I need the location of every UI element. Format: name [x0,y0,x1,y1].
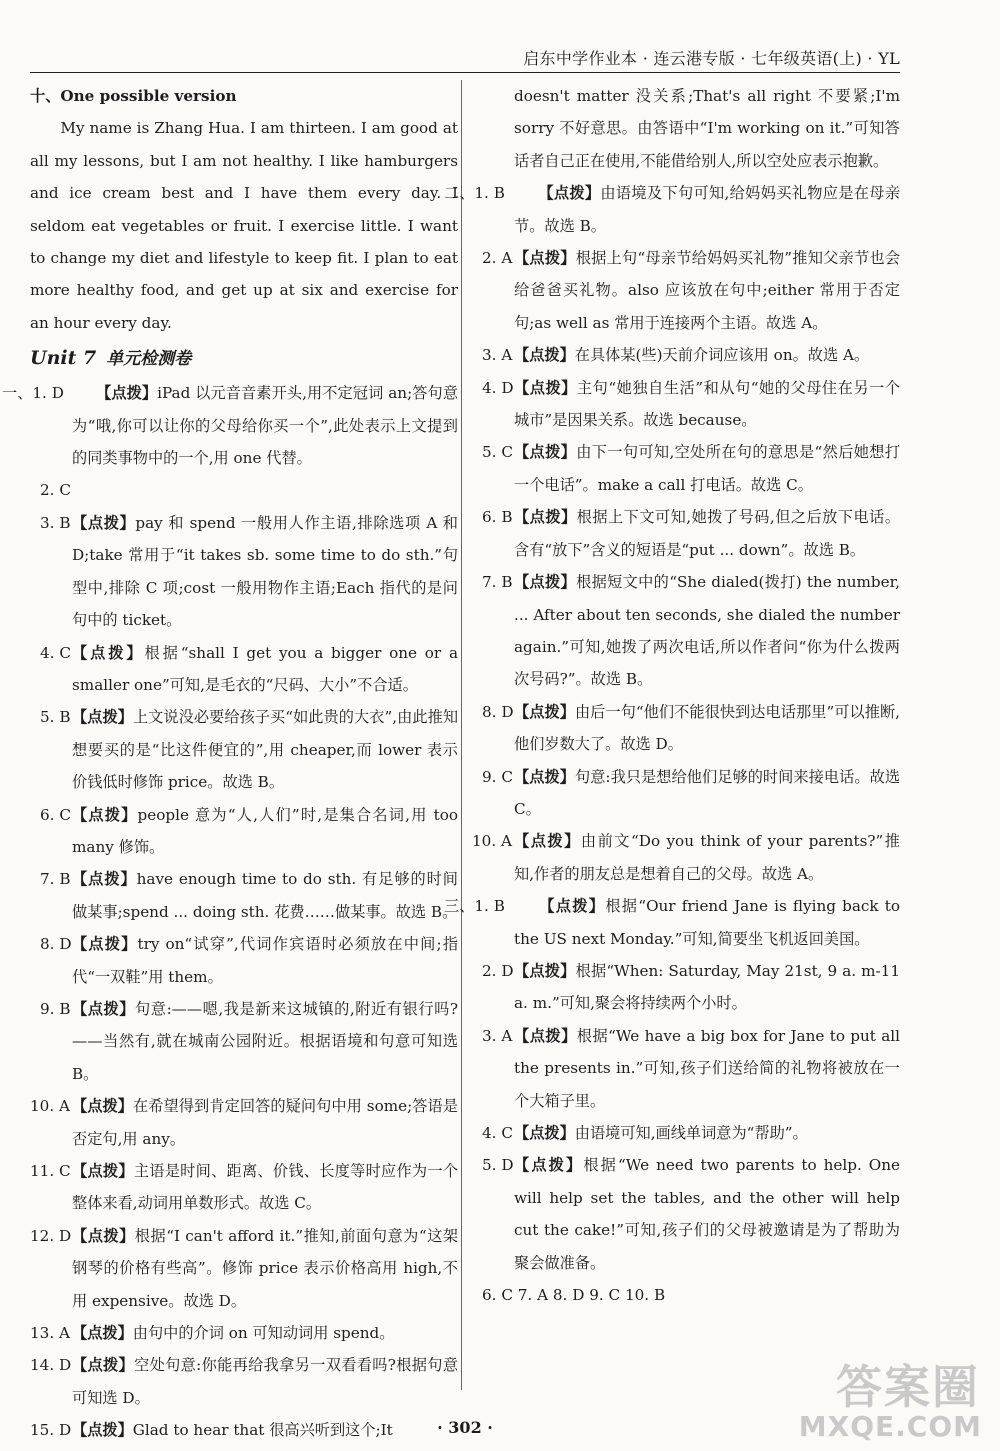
hint-tag: 【点拨】 [72,1162,134,1180]
hint-tag: 【点拨】 [514,1026,577,1045]
hint-tag: 【点拨】 [514,508,577,527]
answer-explanation: 根据“We have a big box for Jane to put all the presents in.”可知,孩子们送给简的礼物将被放在一个大箱子里。 [514,1026,900,1110]
hint-tag: 【点拨】 [72,643,145,662]
answer-explanation: Glad to hear that 很高兴听到这个;It [132,1421,393,1440]
answer-item [2,377,459,474]
answer-number: 7. B [40,870,71,889]
answer-explanation: people 意为“人,人们”时,是集合名词,用 too many 修饰。 [72,805,459,856]
answer-number: 2. A [482,249,513,268]
answer-item [472,825,900,890]
hint-tag: 【点拨】 [514,1124,575,1142]
hint-tag: 【点拨】 [72,1097,134,1116]
answer-number: 6. C [40,805,71,824]
hint-tag: 【点拨】 [72,999,136,1018]
hint-tag: 【点拨】 [514,961,576,980]
answer-number: 8. D [482,702,514,721]
answer-item [472,339,900,371]
answer-item [444,177,901,242]
answer-explanation: 由句中的介词 on 可知动词用 spend。 [132,1324,395,1343]
answer-number: 10. A [472,832,512,851]
answer-explanation: 主句“她独自生活”和从句“她的父母住在另一个城市”是因果关系。故选 because。 [514,378,901,430]
answer-item [30,1155,458,1220]
answer-number: 4. D [482,378,514,397]
answer-item [30,1090,458,1155]
answer-item [472,436,900,501]
hint-tag: 【点拨】 [538,897,606,916]
continued-explanation: doesn't matter 没关系;That's all right 不要紧;I'm sorry 不好意思。由答语中“I'm working on it.”可知答话者自己正在使用,不能借给别人,所以空处应表示抱歉。 [514,87,900,170]
answer-number: 3. A [482,1026,513,1045]
answer-explanation: 主语是时间、距离、价钱、长度等时应作为一个整体来看,动词用单数形式。故选 C。 [72,1162,459,1213]
answer-explanation: 句意:我只是想给他们足够的时间来接电话。故选 C。 [514,767,901,818]
answer-explanation: 由后一句“他们不能很快到达电话那里”可以推断,他们岁数大了。故选 D。 [514,702,901,754]
answer-explanation: 由前文“Do you think of your parents?”推知,作者的朋友总是想着自己的父母。故选 A。 [514,832,900,883]
hint-tag: 【点拨】 [514,249,576,268]
answer-number: 6. B [482,508,513,527]
header-title: 启东中学作业本 · 连云港专版 · 七年级英语(上) · YL [523,49,900,68]
answer-item [30,1220,458,1317]
answer-explanation: 在希望得到肯定回答的疑问句中用 some;答语是否定句,用 any。 [72,1097,458,1148]
answer-explanation: 由语境可知,画线单词意为“帮助”。 [574,1124,808,1142]
answer-item [472,501,900,566]
hint-tag: 【点拨】 [72,1226,135,1245]
answer-item [30,1349,458,1414]
answer-explanation: 根据“We need two parents to help. One will help set the tables, and the other will help cut the cake!”可知,孩子们的父母被邀请是为了帮助为聚会做准备。 [514,1156,901,1272]
answer-number: 4. C [482,1124,513,1142]
answer-item [472,696,900,761]
answer-item [472,242,900,339]
answer-explanation: 由语境及下句可知,给妈妈买礼物应是在母亲节。故选 B。 [514,184,901,235]
answer-explanation: 根据“When: Saturday, May 21st, 9 a. m-11 a. m.”可知,聚会将持续两个小时。 [514,961,901,1013]
answer-number: 5. B [40,708,71,727]
answer-item [444,890,900,955]
answer-number: 4. C [40,643,71,662]
unit-title: Unit 7 [30,347,97,370]
answer-item [472,1149,900,1279]
answer-explanation: have enough time to do sth. 有足够的时间做某事;spend ... doing sth. 花费……做某事。故选 B。 [72,870,458,921]
answer-explanation: 根据上下文可知,她拨了号码,但之后放下电话。含有“放下”含义的短语是“put ... down”。故选 B。 [514,508,901,559]
answer-explanation: 根据上句“母亲节给妈妈买礼物”推知父亲节也会给爸爸买礼物。also 应该放在句中;either 常用于否定句;as well as 常用于连接两个主语。故选 A。 [514,249,901,332]
answer-number: 一、1. D [2,384,64,403]
hint-tag: 【点拨】 [72,1356,135,1375]
hint-tag: 【点拨】 [72,805,138,824]
answer-item [472,1279,900,1311]
answer-number: 3. A [482,346,513,365]
answer-number: 14. D [30,1356,72,1375]
answer-item [30,863,458,928]
answer-number: 12. D [30,1226,72,1245]
answer-item [472,372,900,437]
hint-tag: 【点拨】 [514,443,577,462]
hint-tag: 【点拨】 [72,870,137,889]
answer-number: 2. D [482,961,514,980]
answer-item [30,701,458,798]
answer-item [472,566,900,696]
hint-tag: 【点拨】 [514,1156,584,1175]
hint-tag: 【点拨】 [514,832,581,851]
page-number: · 302 · [437,1418,493,1437]
hint-tag: 【点拨】 [72,513,136,532]
watermark-logo [798,1351,986,1443]
answer-number: 10. A [30,1097,70,1116]
answer-item [30,799,458,864]
watermark-cn: 答案圈 [836,1360,980,1414]
answer-number: 5. C [482,443,513,462]
answer-number: 11. C [30,1162,71,1180]
answer-explanation: 句意:——嗯,我是新来这城镇的,附近有银行吗?——当然有,就在城南公园附近。根据语境和句意可知选 B。 [72,999,458,1083]
answer-item [30,1317,458,1349]
essay-text: My name is Zhang Hua. I am thirteen. I am good at all my lessons, but I am not healthy. I like hamburgers and ice cream best and I have them every day. I seldom eat vegetables or fruit. I exercise little. I want to change my diet and lifestyle to keep fit. I plan to eat more healthy food, and get up at six and exercise for an hour every day. [30,119,458,332]
answer-explanation: 根据“I can't afford it.”推知,前面句意为“这架钢琴的价格有些高”。修饰 price 表示价格高用 high,不用 expensive。故选 D。 [72,1226,459,1310]
essay-title: 十、One possible version [30,87,237,105]
running-header [30,46,900,73]
hint-tag: 【点拨】 [514,573,577,592]
answer-explanation: 根据“Our friend Jane is flying back to the US next Monday.”可知,简要坐飞机返回美国。 [514,897,900,948]
answer-explanation: 根据短文中的“She dialed(拨打) the number, ... After about ten seconds, she dialed the number again.”可知,她拨了两次电话,所以作者问“你为什么拨两次号码?”。故选 B。 [514,573,900,689]
answer-explanation: iPad 以元音音素开头,用不定冠词 an;答句意为“哦,你可以让你的父母给你买一个”,此处表示上文提到的同类事物中的一个,用 one 代替。 [72,384,459,468]
answer-explanation: 上文说没必要给孩子买“如此贵的大衣”,由此推知想要买的是“比这件便宜的”,用 cheaper,而 lower 表示价钱低时修饰 price。故选 B。 [72,708,459,792]
answer-number: 15. D [30,1421,72,1440]
answer-explanation: pay 和 spend 一般用人作主语,排除选项 A 和 D;take 常用于“it takes sb. some time to do sth.”句型中,排除 C 项;cost 一般用物作主语;Each 指代的是问句中的 ticket。 [72,513,458,630]
hint-tag: 【点拨】 [514,702,575,721]
answer-number: 5. D [482,1156,514,1175]
answer-number: 8. D [40,935,72,954]
answer-item [30,474,458,506]
answer-number: 9. C [482,767,513,786]
hint-tag: 【点拨】 [72,935,138,954]
hint-tag: 【点拨】 [514,346,575,365]
hint-tag: 【点拨】 [72,708,133,727]
answer-number: 三、1. B [444,897,505,916]
hint-tag: 【点拨】 [72,1421,133,1440]
answer-item [472,761,900,826]
answer-explanation: 空处句意:你能再给我拿另一双看看吗?根据句意可知选 D。 [72,1356,459,1407]
answer-item [472,955,900,1020]
answer-number: 二、1. B [444,184,505,203]
hint-tag: 【点拨】 [514,378,577,397]
answer-number: 3. B [40,513,71,532]
answer-number: 2. C [40,481,71,500]
right-column [444,80,901,1311]
hint-tag: 【点拨】 [538,184,601,203]
left-column [2,80,459,1447]
watermark-en: MXQE.COM [798,1410,982,1443]
answer-item [30,507,458,637]
unit-subtitle: 单元检测卷 [106,349,192,370]
column-divider [461,80,462,1390]
answer-number: 13. A [30,1324,70,1343]
answer-explanation: 根据“shall I get you a bigger one or a smaller one”可知,是毛衣的“尺码、大小”不合适。 [72,643,458,694]
answer-item [472,1020,900,1117]
hint-tag: 【点拨】 [72,1324,133,1343]
hint-tag: 【点拨】 [96,384,158,403]
hint-tag: 【点拨】 [514,767,575,786]
answer-item [472,1117,900,1149]
answer-item [30,928,458,993]
unit-heading [30,341,458,376]
answer-explanation: 在具体某(些)天前介词应该用 on。故选 A。 [574,346,870,365]
answer-item [30,993,458,1090]
answer-number: 7. B [482,573,513,592]
answer-explanation: 由下一句可知,空处所在句的意思是“然后她想打一个电话”。make a call 打电话。故选 C。 [514,443,901,494]
answer-number: 9. B [40,999,71,1018]
answer-number: 6. C 7. A 8. D 9. C 10. B [482,1286,666,1305]
answer-explanation: try on“试穿”,代词作宾语时必须放在中间;指代“一双鞋”用 them。 [72,935,459,986]
answer-item [30,637,458,702]
